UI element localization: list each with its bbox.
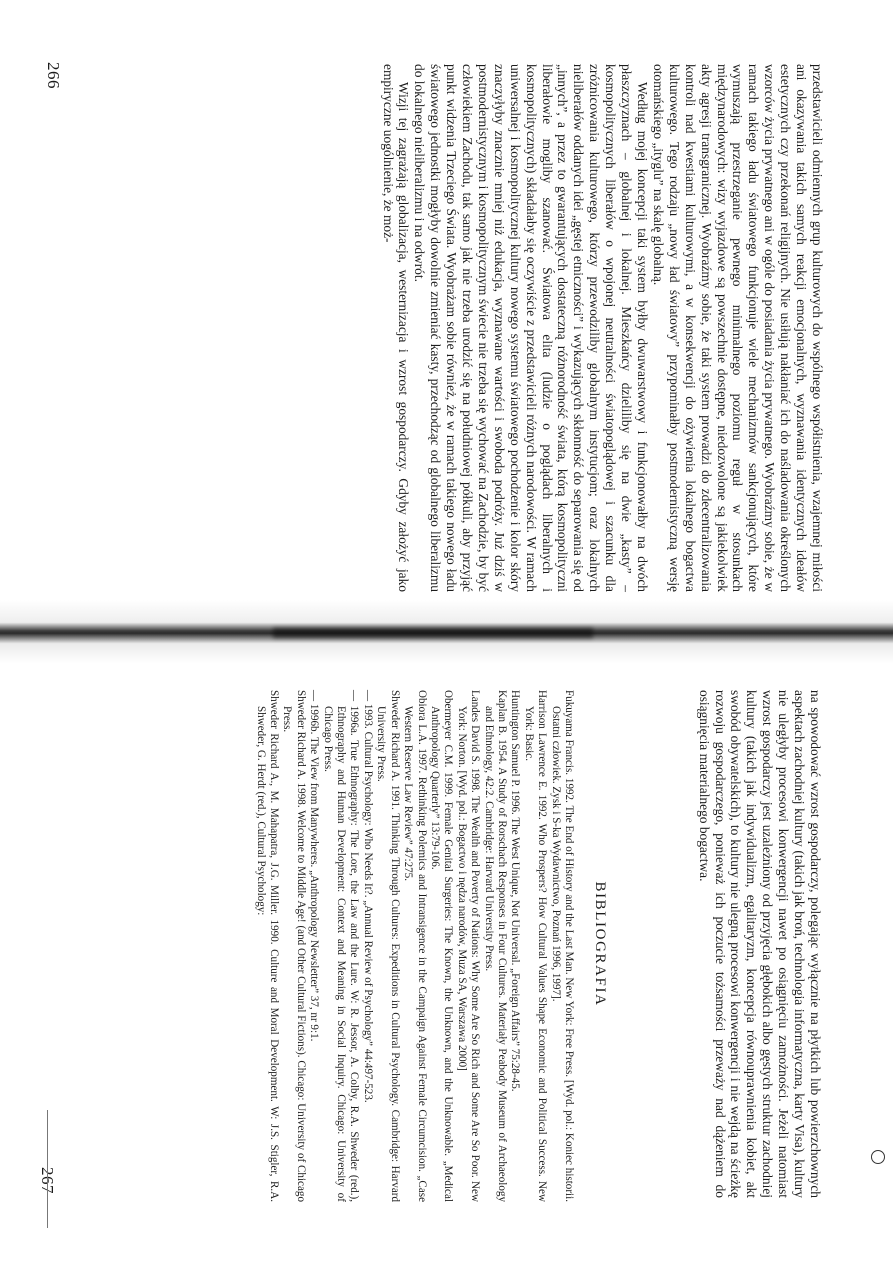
bibliography-list	[253, 690, 575, 1202]
bibliography-entry: Shweder Richard A., M. Mahapatra, J.G. Miller. 1990. Culture and Moral Development. W: J.S. Stigler, R.A. Shweder, G. Herdt (red.), Cultural Psychology:	[254, 690, 281, 1202]
bibliography-entry: Fukuyama Francis. 1992. The End of History and the Last Man. New York: Free Press. [Wyd. pol.: Koniec historii. Ostatni człowiek. Zysk i S-ka Wydawnictwo, Poznań 1996, 1997].	[549, 690, 575, 1202]
page-number: 266	[44, 62, 63, 89]
bibliography-entry: — 1996b. The View from Manywheres. „Anthropology Newsletter” 37, nr 9:1.	[308, 690, 321, 1042]
bibliography-entry: Shweder Richard A. 1991. Thinking Through Cultures: Expeditions in Cultural Psychology. Cambridge: Harvard University Press.	[375, 690, 401, 1202]
bibliography-entry: Landes David S. 1998. The Wealth and Poverty of Nations: Why Some Are So Rich and Some Are So Poor. New York: Norton. [Wyd. pol.: Bogactwo i nędza narodów, Muza SA, Warszawa 2000]	[455, 690, 482, 1202]
bibliography-entry: Huntington Samuel P. 1996. The West Unique, Not Universal. „Foreign Affairs” 75:28-45.	[509, 690, 522, 1092]
bibliography-entry: Obiora L.A. 1997. Rethinking Polemics and Intransigence in the Campaign Against Female Circumcision. „Case Western Reserve Law Review” 47:275.	[402, 690, 428, 1202]
paragraph: Według mojej koncepcji taki system byłby dwuwarstwowy i funkcjonowałby na dwóch płaszczyznach – globalnej i lokalnej. Mieszkańcy dzieliliby się na dwie „kasty” – kosmopolitycznych liberałów o wpojonej neutralności światopoglądowej i szacunku dla zróżnicowania kulturowego, którzy przewodziliby globalnym instytucjom; oraz lokalnych nieliberałów oddanych idei „gęstej etniczności” i wykazujących skłonność do separowania się od „innych”, a przez to gwarantujących dostateczną różnorodność świata, którą kosmopolityczni liberałowie mogliby szanować. Światowa elita (ludzie o poglądach liberalnych i kosmopolitycznych) składałaby się oczywiście z przedstawicieli różnych narodowości. W ramach uniwersalnej i kosmopolitycznej kultury nowego systemu światowego pochodzenie i kolor skóry znaczyłyby znacznie mniej niż edukacja, wyznawane wartości i swoboda podróży. Już dziś w postmodernistycznym i kosmopolitycznym świecie nie trzeba się wychować na Zachodzie, by być człowiekiem Zachodu, tak samo jak nie trzeba urodzić się na południowej półkuli, aby przyjąć punkt widzenia Trzeciego Świata. Wyobrażam sobie również, że w ramach takiego nowego ładu światowego jednostki mogłyby dowolnie zmieniać kasty, przechodząc od globalnego liberalizmu do lokalnego nieliberalizmu i na odwrót.	[412, 64, 651, 592]
paragraph: Wizji tej zagrażają globalizacja, westernizacja i wzrost gospodarczy. Gdyby założyć jako empiryczne uogólnienie, że moż-	[380, 64, 412, 592]
bibliography-entry: — 1996a. True Ethnography: The Lore, the Law and the Lure. W: R. Jessor, A. Colby, R.A. Shweder (red.), Ethnography and Human Development: Context and Meaning in Social Inquiry. Chicago: University of Chicago Press.	[321, 690, 361, 1202]
bibliography-entry: Harrison Lawrence E. 1992. Who Prospers? How Cultural Values Shape Economic and Political Success. New York: Basic.	[522, 690, 549, 1202]
bibliography-entry: — 1993. Cultural Psychology: Who Needs It?. „Annual Review of Psychology” 44:497-523.	[361, 690, 374, 1103]
bibliography-heading: BIBLIOGRAFIA	[592, 881, 608, 1007]
footer-rule	[47, 1110, 48, 1228]
right-page	[0, 632, 893, 1263]
bibliography-entry: Obermeyer C.M. 1999. Female Genital Surgeries: The Known, the Unknown, and the Unknowable. „Medical Anthropology Quarterly” 13:79-106.	[428, 690, 455, 1202]
paragraph: przedstawicieli odmiennych grup kulturowych do wspólnego współistnienia, wzajemnej miłości ani okazywania takich samych reakcji emocjonalnych, wyznawania identycznych ideałów estetycznych czy przekonań religijnych. Nie usiłują nakłaniać ich do naśladowania określonych wzorców życia prywatnego ani w ogóle do posiadania życia prywatnego. Wyobraźmy sobie, że w ramach takiego ładu światowego funkcjonuje wiele mechanizmów sankcjonujących, które wymuszają przestrzeganie pewnego minimalnego poziomu reguł w stosunkach międzynarodowych: wizy wyjazdowe są powszechnie dostępne, niedozwolone są jakiekolwiek akty agresji transgranicznej. Wyobraźmy sobie, że taki system prowadzi do zdecentralizowania kontroli nad kwestiami kulturowymi, a w konsekwencji do ożywienia lokalnego bogactwa kulturowego. Tego rodzaju „nowy ład światowy” przypominałby postmodernistyczną wersję otomańskiego „ityglu” na skalę globalną.	[650, 64, 825, 592]
bibliography-entry: Kaplan B. 1954. A Study of Rorschach Responses in Four Cultures. Materiały Peabody Museum of Archaeology and Ethnology, 42:2. Cambridge: Harvard University Press.	[482, 690, 508, 1202]
right-opening-text: na spowodować wzrost gospodarczy, polegając wyłącznie na płytkich lub powierzchownych aspektach zachodniej kultury (takich jak broń, technologia informatyczna, karty Visa), kultury nie uległyby procesowi konwergencji nawet po osiągnięciu zamożności. Jeżeli natomiast wzrost gospodarczy jest uzależniony od przyjęcia głębokich albo gęstych struktur zachodniej kultury (takich jak indywidualizm, egalitaryzm, koncepcja równouprawnienia kobiet, akt swobód obywatelskich), to kultury nie ulegną procesowi konwergencji i nie wejdą na ścieżkę rozwoju gospodarczego, ponieważ ich poczucie tożsamości przeważy nad dążeniem do osiągnięcia materialnego bogactwa.	[696, 690, 823, 1198]
left-body-text	[380, 64, 825, 592]
page-number: 267	[38, 1167, 57, 1194]
bibliography-entry: Shweder Richard A. 1998. Welcome to Middle Age! (and Other Cultural Fictions). Chicago: University of Chicago Press.	[281, 690, 307, 1202]
corner-circle-mark	[871, 1150, 885, 1164]
